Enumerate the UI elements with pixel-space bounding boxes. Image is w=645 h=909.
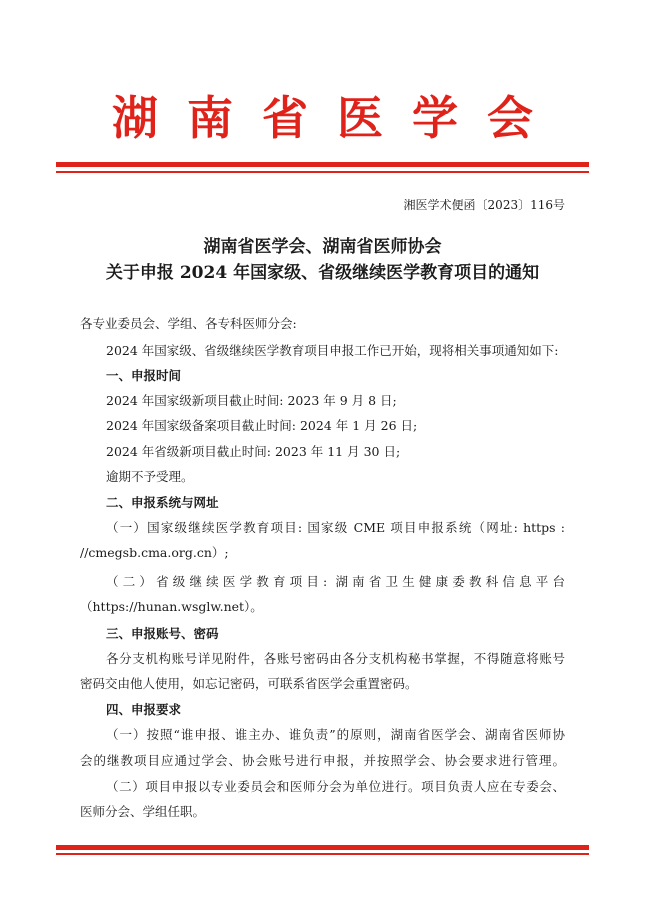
requirement-1-line-2: 会的继教项目应通过学会、协会账号进行申报，并按照学会、协会要求进行管理。 — [80, 753, 565, 768]
red-rule-thick-top — [56, 162, 589, 167]
system-item-1-line-1: （一）国家级继续医学教育项目: 国家级 CME 项目申报系统（网址: https : — [106, 520, 565, 535]
system-item-2-line-2: （https://hunan.wsglw.net）。 — [80, 599, 263, 614]
salutation: 各专业委员会、学组、各专科医师分会: — [80, 316, 297, 331]
intro-paragraph: 2024 年国家级、省级继续医学教育项目申报工作已开始，现将相关事项通知如下: — [106, 343, 559, 358]
account-paragraph-line-1: 各分支机构账号详见附件，各账号密码由各分支机构秘书掌握，不得随意将账号 — [106, 651, 565, 666]
section-heading-system: 二、申报系统与网址 — [106, 495, 219, 510]
title-line-2: 关于申报 2024 年国家级、省级继续医学教育项目的通知 — [105, 263, 540, 283]
requirement-1-line-1: （一）按照“谁申报、谁主办、谁负责”的原则，湖南省医学会、湖南省医师协 — [106, 727, 565, 742]
account-paragraph-line-2: 密码交由他人使用，如忘记密码，可联系省医学会重置密码。 — [80, 676, 418, 691]
deadline-item: 2024 年国家级备案项目截止时间: 2024 年 1 月 26 日; — [106, 418, 418, 433]
red-rule-thick-bottom — [56, 845, 589, 850]
title-line-1: 湖南省医学会、湖南省医师协会 — [203, 237, 442, 257]
red-rule-thin-bottom — [56, 853, 589, 855]
system-item-1-line-2: //cmegsb.cma.org.cn）; — [80, 545, 229, 560]
red-rule-thin-top — [56, 171, 589, 173]
section-heading-requirements: 四、申报要求 — [106, 702, 182, 717]
requirement-2-line-1: （二）项目申报以专业委员会和医师分会为单位进行。项目负责人应在专委会、 — [106, 779, 565, 794]
requirement-2-line-2: 医师分会、学组任职。 — [80, 804, 206, 819]
deadline-item: 2024 年省级新项目截止时间: 2023 年 11 月 30 日; — [106, 444, 401, 459]
section-heading-account: 三、申报账号、密码 — [106, 626, 219, 641]
system-item-2-line-1: （二）省级继续医学教育项目: 湖南省卫生健康委教科信息平台 — [106, 574, 565, 589]
deadline-item: 2024 年国家级新项目截止时间: 2023 年 9 月 8 日; — [106, 393, 397, 408]
deadline-item: 逾期不予受理。 — [106, 469, 194, 484]
org-masthead: 湖南省医学会 — [112, 91, 562, 145]
document-number: 湘医学术便函〔2023〕116号 — [403, 198, 565, 212]
section-heading-time: 一、申报时间 — [106, 368, 182, 383]
